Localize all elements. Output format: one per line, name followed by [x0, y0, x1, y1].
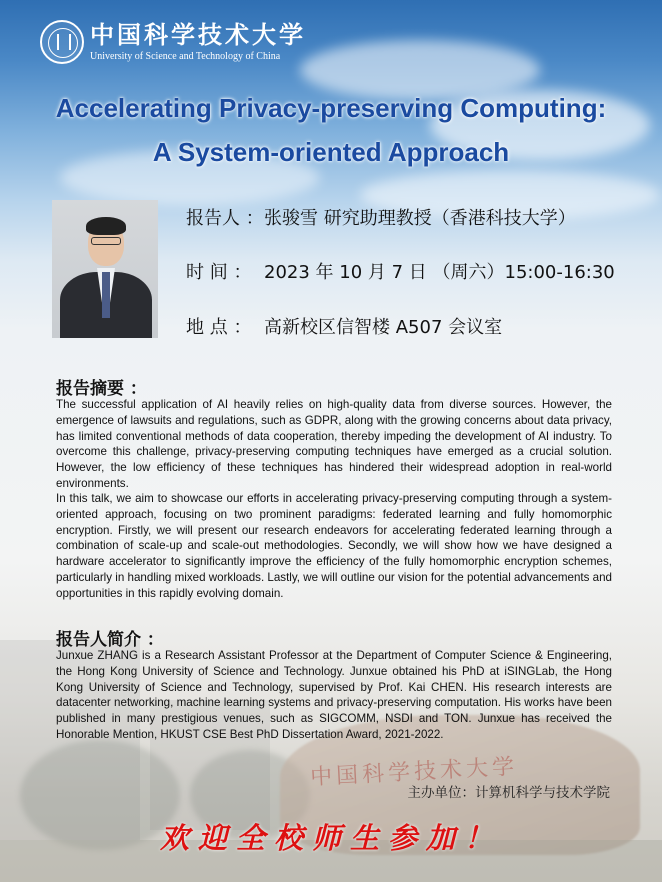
bio-paragraph: Junxue ZHANG is a Research Assistant Professor at the Department of Computer Science & Engineering, the Hong Kong University of Science and Technology. Junxue obtained his PhD at iSINGLab, the Hong Kong University of Science and Technology, supervised by Prof. Kai CHEN. His research interests are datacenter networking, machine learning systems and privacy-preserving computation. His works have been published in many prestigious venues, such as SIGCOMM, NSDI and TON. Junxue has received the Honorable Mention, HKUST CSE Best PhD Dissertation Award, 2021-2022.	[56, 649, 612, 741]
welcome-banner: 欢迎全校师生参加！	[159, 821, 502, 855]
talk-title	[0, 86, 662, 174]
title-line-1: Accelerating Privacy-preserving Computing:	[55, 93, 607, 123]
university-logo	[40, 20, 306, 64]
speaker-photo	[52, 200, 158, 338]
abstract-paragraph-2: In this talk, we aim to showcase our efforts in accelerating privacy-preserving computing through a system-oriented approach, focusing on two prominent paradigms: federated learning and fully homomorphic encryption. Firstly, we will present our research endeavors for accelerating federated learning through a combination of scale-up and scale-out methodologies. Secondly, we will show how we have designed a hardware accelerator to significantly improve the efficiency of the fully homomorphic encryption schemes, particularly in handling mixed workloads. Lastly, we will outline our vision for the potential advancements and opportunities in this rapidly evolving domain.	[56, 492, 612, 600]
speaker-row	[186, 204, 576, 230]
speaker-label: 报告人 ：	[186, 208, 264, 229]
time-value: 2023 年 10 月 7 日 （周六）15:00-16:30	[264, 262, 615, 283]
rock-inscription: 中国科学技术大学	[309, 754, 519, 791]
university-emblem-icon	[40, 20, 84, 64]
organizer: 主办单位：计算机科学与技术学院	[407, 785, 610, 801]
bio-heading: 报告人简介 ：	[56, 630, 164, 650]
place-value: 高新校区信智楼 A507 会议室	[264, 317, 503, 338]
place-label: 地 点 ：	[186, 317, 252, 338]
time-row	[186, 258, 615, 284]
speaker-value: 张骏雪 研究助理教授（香港科技大学）	[264, 208, 576, 229]
abstract-paragraph-1: The successful application of AI heavily relies on high-quality data from diverse sources. However, the emergence of lawsuits and regulations, such as GDPR, along with the growing concerns about data privacy, has limited conventional methods of data cooperation, thereby impeding the development of AI industry. To overcome this challenge, privacy-preserving computing techniques have emerged as a crucial solution. However, the low efficiency of these techniques has hindered their widespread adoption in real-world environments.	[56, 398, 612, 490]
time-label: 时 间 ：	[186, 262, 252, 283]
title-line-2: A System-oriented Approach	[152, 137, 510, 167]
logo-text	[90, 21, 306, 63]
logo-chinese-name: 中国科学技术大学	[90, 20, 306, 49]
logo-english-name: University of Science and Technology of China	[90, 51, 281, 62]
place-row	[186, 313, 502, 339]
abstract-heading: 报告摘要 ：	[56, 379, 147, 399]
